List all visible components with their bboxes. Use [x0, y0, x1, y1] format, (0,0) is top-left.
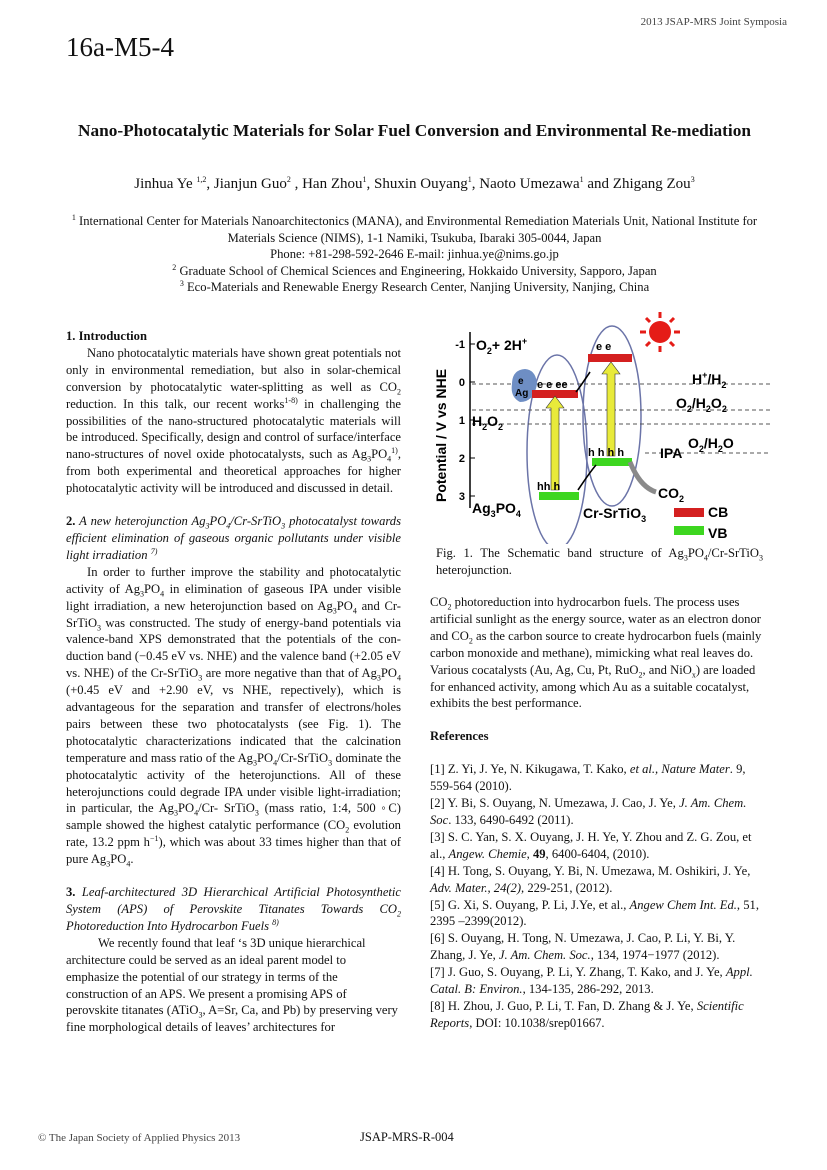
footer-code: JSAP-MRS-R-004	[360, 1130, 454, 1144]
y-tick-label: 2	[458, 453, 465, 465]
legend-cb-label: CB	[708, 504, 729, 520]
reference-item: [8] H. Zhou, J. Guo, P. Li, T. Fan, D. Zhang & J. Ye, Scientific Reports, DOI: 10.1038/srep01667.	[430, 998, 744, 1030]
srtio3-electrons: e e	[596, 341, 612, 353]
author-name: Naoto Umezawa	[479, 176, 580, 192]
section-3-heading: 3. Leaf-architectured 3D Hierarchical Artificial Photosynthetic System (APS) of Perovskite Titanates Towards $CO_2$ Photoreduction Into Hydrocarbon Fuels $^{8)}$	[66, 885, 401, 933]
section-2-body: In order to further improve the stability and photocatalytic activity of $Ag_3PO_4$ in elimination of gaseous IPA under visible light irradiation, a new heterojunction based on $Ag_3PO_4$ and Cr-SrTiO$_3$ was constructed. The study of energy-band potentials via valence-band XPS demonstrated that the potentials of the con-duction band (−0.45 eV vs. NHE) and the valence band (+2.05 eV vs. NHE) of the Cr-SrTiO$_3$ are more negative than that of $Ag_3PO_4$ (+0.45 eV and +2.90 eV, vs NHE, repectively), which is advantageous for the separation and transfer of electrons/holes pairs between these two photocatalysts (see Fig. 1). The photocatalytic characterizations indicated that the calcination temperature and mass ratio of the $Ag_3PO_4/Cr-SrTiO_3$ dominate the photocatalytic activity of the heterojunctions. All of these heterojunctions could degrade IPA under visible light-irradiation; in particular, the $Ag_3PO_4/Cr-$ SrTiO$_3$ (mass ratio, 1:4, 500 ◦C) sample showed the highest catalytic performance ($CO_2$ evolution rate, 13.2 ppm $h^{-1}$), which was about 33 times higher than that of pure $Ag_3PO_4$.	[66, 564, 402, 869]
author-affiliation-mark: 1	[467, 175, 472, 184]
reference-item: [7] J. Guo, S. Ouyang, P. Li, Y. Zhang, T. Kako, and J. Ye, Appl. Catal. B: Environ., 134-135, 286-292, 2013.	[430, 965, 753, 997]
affiliation-mark: 2	[172, 262, 177, 272]
section-1-body: Nano photocatalytic materials have shown great potentials not only in environmental remediation, but also in solar-chemical conversion by photocatalytic water-splitting as well as $CO_2$ reduction. In this talk, our recent works$^{1-8)}$ in challenging the possibilities of the nano-structured photocatalytic materials will be introduced. Specifically, design and control of surface/interface nano-structures of novel oxide photocatalysts, such as $Ag_3PO_4^{1)}$, from both experimental and theoretical approaches for higher photocatalytic activity will be introduced and discussed in detail.	[66, 345, 401, 496]
label-o2-2h: $O_2+ 2H^+$	[476, 336, 528, 356]
y-tick-label: -1	[455, 339, 465, 351]
label-co2: $CO_2$	[658, 485, 685, 504]
right-column	[430, 594, 763, 1032]
author-affiliation-mark: 1,2	[196, 175, 207, 184]
legend-cb-swatch	[674, 508, 704, 517]
srtio3-excitation-arrow	[602, 362, 620, 456]
figure-caption: Fig. 1. The Schematic band structure of $Ag_3PO_4/Cr-SrTiO_3$ heterojunction.	[436, 546, 763, 577]
band-structure-figure	[430, 312, 770, 544]
ag3po4-holes: hh h	[537, 481, 561, 493]
author-affiliation-mark: 3	[690, 175, 695, 184]
y-tick-label: 0	[458, 377, 465, 389]
paper-title: Nano-Photocatalytic Materials for Solar Fuel Conversion and Environmental Re-mediation	[78, 121, 751, 140]
reference-item: [3] S. C. Yan, S. X. Ouyang, J. H. Ye, Y. Zhou and Z. G. Zou, et al., Angew. Chemie, 49, 6400-6404, (2010).	[430, 829, 752, 861]
author-name: Han Zhou	[302, 176, 363, 192]
author-name: Jinhua Ye	[134, 176, 193, 192]
affiliation-text: Eco-Materials and Renewable Energy Research Center, Nanjing University, Nanjing, China	[186, 280, 650, 294]
y-tick-label: 1	[458, 415, 465, 427]
references-heading: References	[430, 729, 489, 744]
affiliation-mark: 1	[71, 212, 76, 222]
srtio3-vb	[592, 458, 632, 466]
affiliation-text: Graduate School of Chemical Sciences and Engineering, Hokkaido University, Sapporo, Japan	[179, 263, 657, 278]
reference-item: [6] S. Ouyang, H. Tong, N. Umezawa, J. Cao, P. Li, Y. Bi, Y. Zhang, J. Ye, J. Am. Chem. Soc., 134, 1974−1977 (2012).	[430, 931, 736, 963]
author-affiliation-mark: 2	[286, 175, 291, 184]
label-h-h2: $H^+/H_2$	[692, 370, 727, 390]
label-o2-h2o: $O_2/H_2O$	[688, 435, 734, 454]
affiliations	[66, 213, 763, 296]
affiliation-3	[66, 279, 763, 296]
author-name: Shuxin Ouyang	[373, 176, 468, 192]
legend-vb-swatch	[674, 526, 704, 535]
affiliation-mark: 3	[179, 278, 184, 288]
conference-name: 2013 JSAP-MRS Joint Symposia	[640, 16, 787, 28]
reference-item: [1] Z. Yi, J. Ye, N. Kikugawa, T. Kako, et al., Nature Mater. 9, 559-564 (2010).	[430, 762, 746, 794]
label-crsrtio3: Cr-SrTiO$_3$	[583, 505, 647, 524]
legend-vb-label: VB	[708, 525, 728, 541]
section-3-body: We recently found that leaf ‘s 3D unique hierarchical architecture could be served as an ideal parent model to emphasize the potential of our strategy in terms of the construction of an APS. We present a promising APS of perovskite titanates (ATiO$_3$, A=Sr, Ca, and Pb) by preserving very fine morphological details of leaves’ architectures for	[66, 935, 398, 1035]
ag3po4-electrons: e e ee	[537, 379, 568, 391]
copyright: © The Japan Society of Applied Physics 2013	[38, 1132, 241, 1144]
affiliation-1	[66, 213, 763, 246]
author-list: Jinhua Ye $^{1,2}$, Jianjun Guo$^2$ , Han Zhou$^1$, Shuxin Ouyang$^1$, Naoto Umezawa$^1$ and Zhigang Zou$^3$	[134, 175, 695, 192]
left-column	[66, 328, 401, 1036]
reference-item: [5] G. Xi, S. Ouyang, P. Li, J.Ye, et al., Angew Chem Int. Ed., 51, 2395 –2399(2012).	[430, 897, 759, 929]
reference-item: [4] H. Tong, S. Ouyang, Y. Bi, N. Umezawa, M. Oshikiri, J. Ye, Adv. Mater., 24(2), 229-251, (2012).	[430, 863, 751, 895]
section-2-heading: 2. A new heterojunction $Ag_3PO_4/Cr-SrTiO_3$ photocatalyst towards efficient elimination of gaseous organic pollutants under visible light irradiation $^{7)}$	[66, 514, 402, 562]
label-ipa: IPA	[660, 445, 683, 461]
ag3po4-vb	[539, 492, 579, 500]
paper-id: 16a-M5-4	[66, 32, 174, 62]
label-h2o2: $H_2O_2$	[472, 413, 504, 432]
ag-label: Ag	[515, 388, 529, 399]
label-ag3po4: $Ag_3PO_4$	[472, 500, 521, 519]
author-name: Jianjun Guo	[213, 176, 287, 192]
label-o2-h2o2: $O_2/H_2O_2$	[676, 395, 727, 414]
affiliation-text: International Center for Materials Nanoarchitectonics (MANA), and Environmental Remediation Materials Unit, National Institute for Materials Science (NIMS), 1-1 Namiki, Tsukuba, Ibaraki 305-0044, Japan	[79, 214, 758, 245]
srtio3-holes: h h h h	[588, 447, 625, 459]
y-axis-label: Potential / V vs NHE	[433, 368, 449, 502]
electron-label: e	[518, 376, 524, 387]
y-tick-label: 3	[458, 491, 465, 503]
author-affiliation-mark: 1	[362, 175, 367, 184]
author-name: Zhigang Zou	[612, 176, 691, 192]
section-3-continued: $CO_2$ photoreduction into hydrocarbon fuels. The process uses artificial sunlight as the energy source, water as an electron donor and $CO_2$ as the carbon source to create hydrocarbon fuels (mainly carbon monoxide and methane), mimicking what real leaves do. Various cocatalysts (Au, Ag, Cu, Pt, RuO$_2$, and NiO$_x$) are loaded for enhanced activity, among which Au as a suitable cocatalyst, exhibits the best performance.	[430, 595, 762, 711]
section-1-heading: 1. Introduction	[66, 329, 147, 343]
srtio3-cb	[588, 354, 632, 362]
affiliation-2	[66, 263, 763, 280]
reference-list	[430, 761, 763, 1032]
ag3po4-excitation-arrow	[546, 396, 564, 490]
reference-item: [2] Y. Bi, S. Ouyang, N. Umezawa, J. Cao, J. Ye, J. Am. Chem. Soc. 133, 6490-6492 (2011).	[430, 796, 747, 827]
contact-info: Phone: +81-298-592-2646 E-mail: jinhua.ye@nims.go.jp	[270, 247, 559, 261]
sun-icon	[640, 312, 680, 352]
author-affiliation-mark: 1	[579, 175, 584, 184]
